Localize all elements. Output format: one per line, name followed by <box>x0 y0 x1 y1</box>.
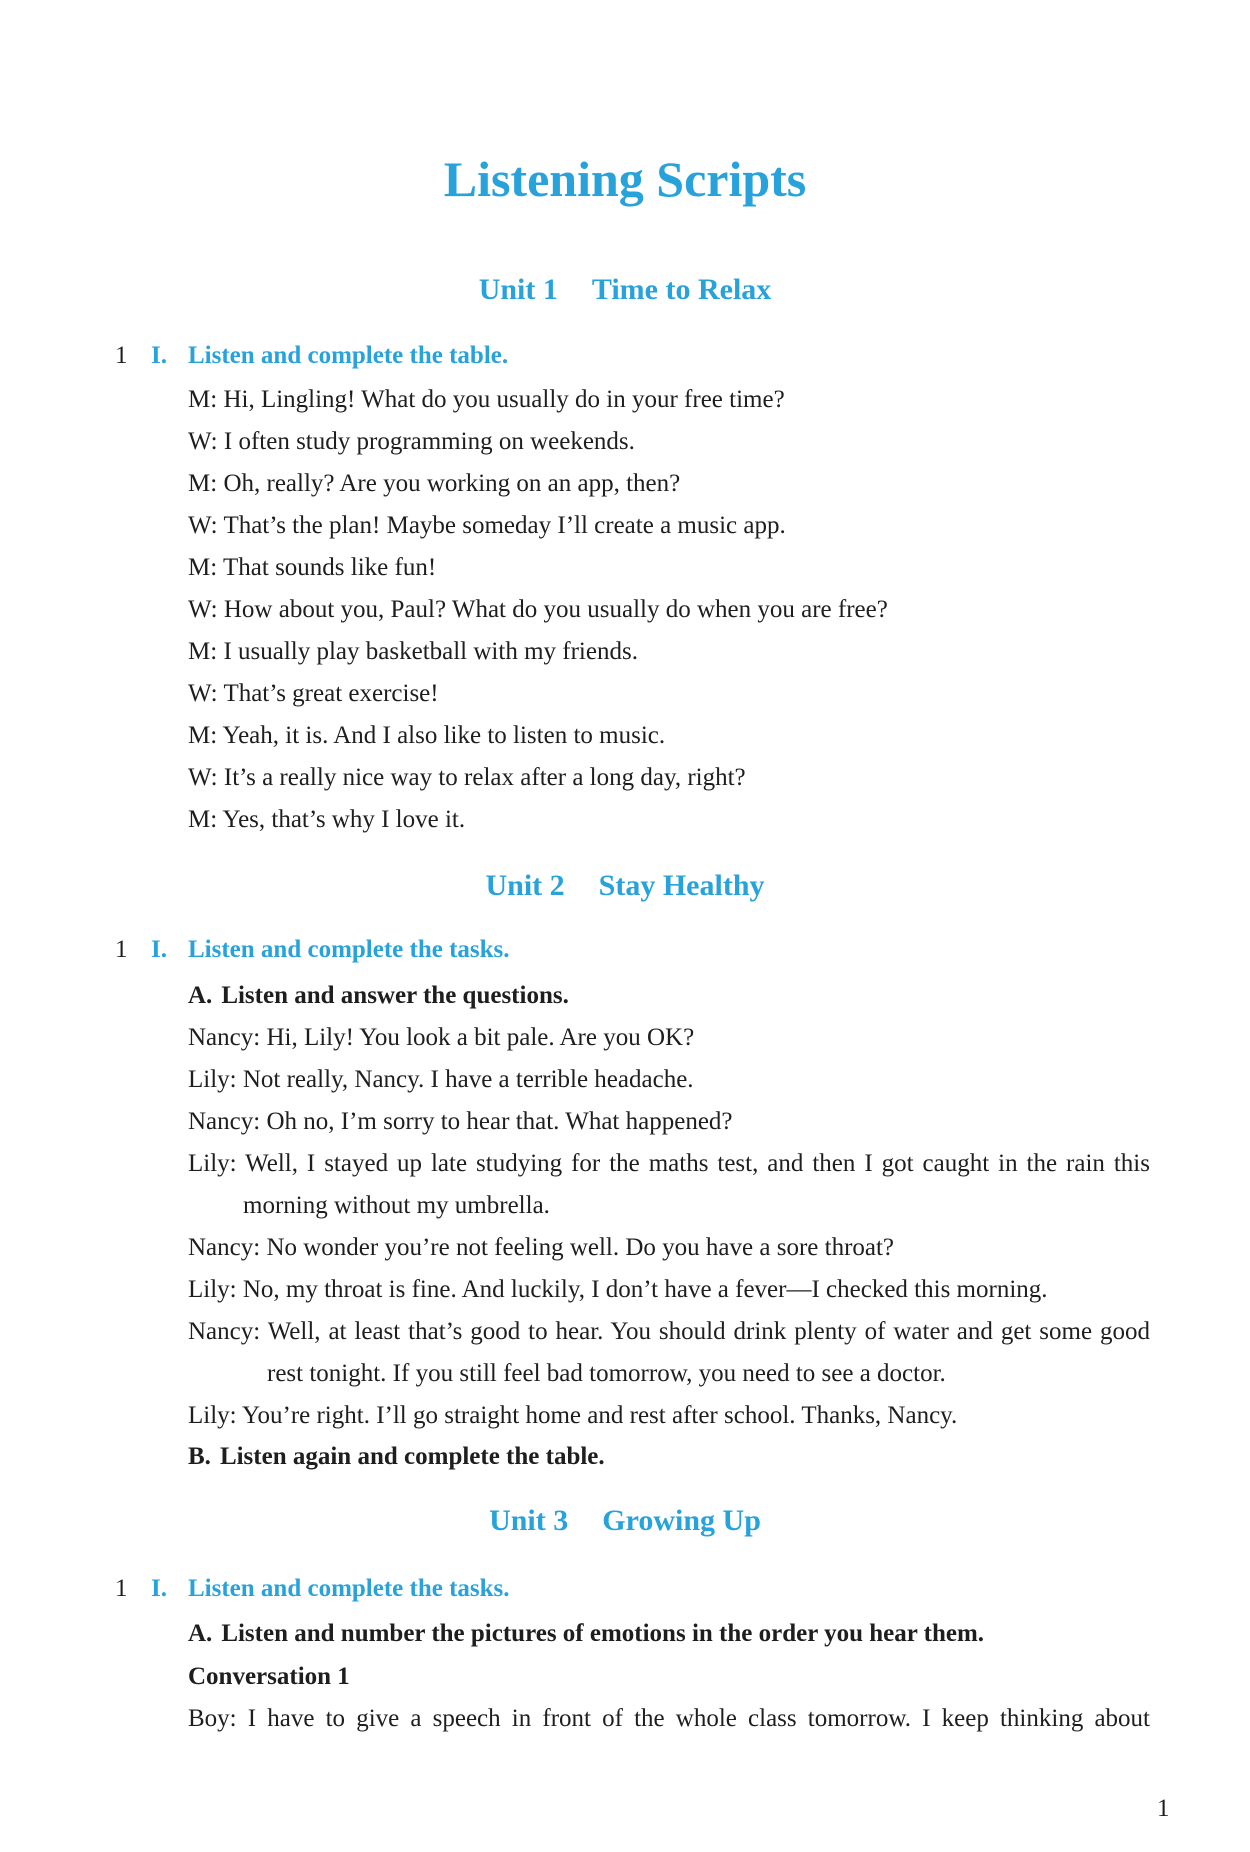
exercise-instruction: Listen and complete the table. <box>188 342 509 369</box>
dialogue-text: Oh, really? Are you working on an app, then? <box>223 470 681 497</box>
dialogue-text: How about you, Paul? What do you usually do when you are free? <box>223 596 888 623</box>
speaker-label: M: <box>188 806 218 833</box>
dialogue-text: Well, I stayed up late studying for the maths test, and then I got caught in the rain this <box>245 1150 1150 1177</box>
dialogue-text: Not really, Nancy. I have a terrible headache. <box>242 1066 694 1093</box>
task-heading <box>188 1613 984 1655</box>
dialogue-text: Well, at least that’s good to hear. You should drink plenty of water and get some good <box>267 1318 1150 1345</box>
task-label: A. <box>188 982 213 1009</box>
speaker-label: Lily: <box>188 1150 237 1177</box>
dialogue-line <box>188 1395 957 1437</box>
exercise-number: I. <box>151 936 167 963</box>
conversation-heading: Conversation 1 <box>188 1663 350 1690</box>
speaker-label: Lily: <box>188 1402 237 1429</box>
task-instruction: Listen again and complete the table. <box>219 1443 605 1470</box>
dialogue-text: Hi, Lily! You look a bit pale. Are you OK? <box>266 1024 695 1051</box>
unit-name: Stay Healthy <box>598 869 765 902</box>
unit-heading <box>0 270 1250 310</box>
speaker-label: Nancy: <box>188 1024 261 1051</box>
task-heading <box>188 975 569 1017</box>
dialogue-continuation: morning without my umbrella. <box>243 1192 550 1219</box>
dialogue-line <box>188 1227 894 1269</box>
speaker-label: W: <box>188 428 218 455</box>
speaker-label: W: <box>188 764 218 791</box>
unit-label: Unit 2 <box>485 869 565 902</box>
exercise-instruction: Listen and complete the tasks. <box>188 1575 510 1602</box>
dialogue-line <box>188 505 786 547</box>
speaker-label: M: <box>188 386 218 413</box>
dialogue-line <box>188 1059 694 1101</box>
dialogue-continuation: rest tonight. If you still feel bad tomorrow, you need to see a doctor. <box>267 1360 946 1387</box>
exercise-instruction: Listen and complete the tasks. <box>188 936 510 963</box>
dialogue-text: Oh no, I’m sorry to hear that. What happened? <box>266 1108 733 1135</box>
unit-heading <box>0 1501 1250 1541</box>
dialogue-text: That’s the plan! Maybe someday I’ll create a music app. <box>223 512 786 539</box>
dialogue-text: That sounds like fun! <box>223 554 437 581</box>
dialogue-line <box>188 715 665 757</box>
dialogue-text: That’s great exercise! <box>223 680 439 707</box>
dialogue-line <box>188 757 746 799</box>
unit-heading <box>0 866 1250 906</box>
speaker-label: M: <box>188 554 218 581</box>
dialogue-text: I often study programming on weekends. <box>223 428 635 455</box>
exercise-number: I. <box>151 1575 167 1602</box>
speaker-label: Lily: <box>188 1066 237 1093</box>
dialogue-line <box>188 589 888 631</box>
dialogue-text: I have to give a speech in front of the whole class tomorrow. I keep thinking about <box>247 1705 1150 1732</box>
speaker-label: W: <box>188 512 218 539</box>
dialogue-line <box>188 1269 1048 1311</box>
page-reference: 1 <box>115 342 128 369</box>
dialogue-text: Yes, that’s why I love it. <box>222 806 466 833</box>
speaker-label: Nancy: <box>188 1318 261 1345</box>
speaker-label: M: <box>188 638 218 665</box>
dialogue-line <box>188 673 439 715</box>
dialogue-text: Yeah, it is. And I also like to listen to music. <box>222 722 666 749</box>
page-title: Listening Scripts <box>443 151 807 207</box>
dialogue-line <box>188 1698 1150 1740</box>
dialogue-line <box>188 1017 694 1059</box>
speaker-label: M: <box>188 470 218 497</box>
dialogue-line <box>188 1101 733 1143</box>
dialogue-line <box>188 421 635 463</box>
task-heading <box>188 1436 605 1478</box>
task-label: A. <box>188 1620 213 1647</box>
unit-name: Growing Up <box>602 1504 761 1537</box>
dialogue-line <box>188 631 638 673</box>
dialogue-line <box>188 547 436 589</box>
task-instruction: Listen and number the pictures of emotions in the order you hear them. <box>221 1620 985 1647</box>
speaker-label: Nancy: <box>188 1108 261 1135</box>
dialogue-line <box>188 1311 1150 1353</box>
speaker-label: M: <box>188 722 218 749</box>
speaker-label: Lily: <box>188 1276 237 1303</box>
dialogue-text: No, my throat is fine. And luckily, I don’t have a fever—I checked this morning. <box>242 1276 1048 1303</box>
unit-label: Unit 3 <box>489 1504 569 1537</box>
speaker-label: W: <box>188 596 218 623</box>
speaker-label: Nancy: <box>188 1234 261 1261</box>
dialogue-text: You’re right. I’ll go straight home and rest after school. Thanks, Nancy. <box>241 1402 958 1429</box>
dialogue-text: It’s a really nice way to relax after a long day, right? <box>223 764 746 791</box>
unit-name: Time to Relax <box>591 273 772 306</box>
dialogue-text: I usually play basketball with my friends. <box>223 638 638 665</box>
dialogue-line <box>188 799 465 841</box>
dialogue-line <box>188 1143 1150 1185</box>
speaker-label: W: <box>188 680 218 707</box>
page-reference: 1 <box>115 1575 128 1602</box>
dialogue-text: Hi, Lingling! What do you usually do in your free time? <box>223 386 785 413</box>
dialogue-text: No wonder you’re not feeling well. Do you have a sore throat? <box>266 1234 895 1261</box>
task-label: B. <box>188 1443 211 1470</box>
unit-label: Unit 1 <box>478 273 558 306</box>
dialogue-line <box>188 463 680 505</box>
dialogue-line <box>188 379 785 421</box>
page-reference: 1 <box>115 936 128 963</box>
page-number: 1 <box>1157 1795 1170 1822</box>
task-instruction: Listen and answer the questions. <box>221 982 569 1009</box>
exercise-number: I. <box>151 342 167 369</box>
speaker-label: Boy: <box>188 1705 237 1732</box>
